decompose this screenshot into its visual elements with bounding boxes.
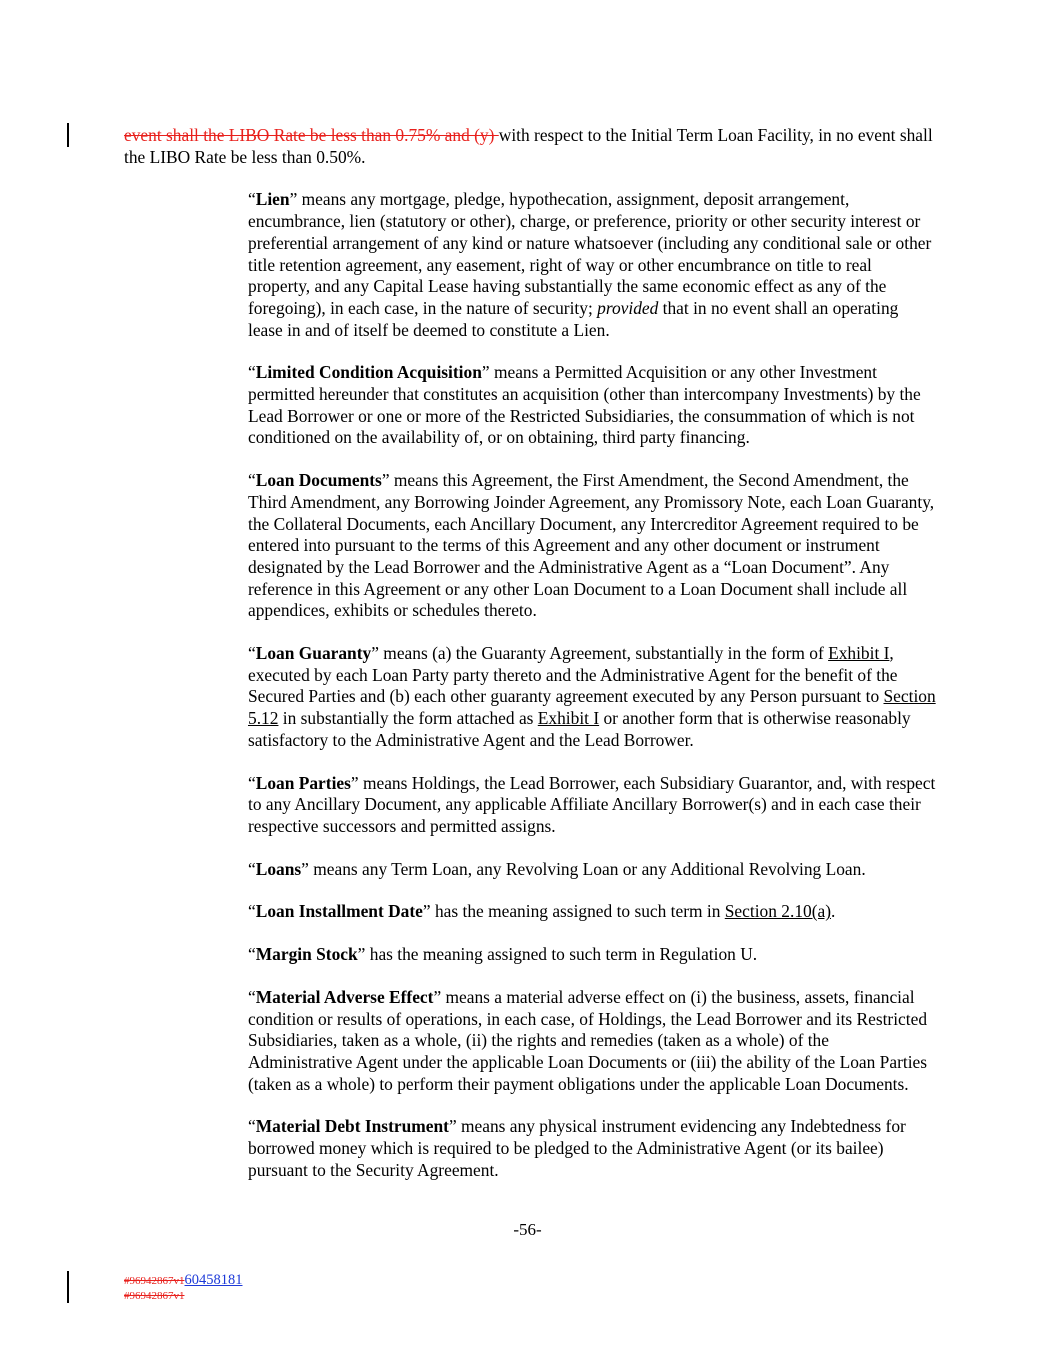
definition-margin-stock: “Margin Stock” has the meaning assigned to such term in Regulation U. <box>248 944 758 965</box>
exhibit-i-reference: Exhibit I <box>828 643 890 664</box>
document-id-footer <box>124 1273 243 1304</box>
definition-limited-condition-acquisition: “Limited Condition Acquisition” means a Permitted Acquisition or any other Investment permitted hereunder that constitutes an acquisition (other than intercompany Investments) by the Lead Borrower or one or more of the Restricted Subsidiaries, the consummation of which is not conditioned on the availability of, or on obtaining, third party financing. <box>248 362 921 448</box>
definition-loan-parties: “Loan Parties” means Holdings, the Lead Borrower, each Subsidiary Guarantor, and, with respect to any Ancillary Document, any applicable Affiliate Ancillary Borrower(s) and in each case their respective successors and permitted assigns. <box>248 772 936 836</box>
exhibit-i-reference-2: Exhibit I <box>537 708 600 729</box>
definition-material-adverse-effect: “Material Adverse Effect” means a material adverse effect on (i) the business, assets, financial condition or results of operations, in each case, of Holdings, the Lead Borrower and its Restricted Subsidiaries, taken as a whole, (ii) the rights and remedies (taken as a whole) of the Administrative Agent under the applicable Loan Documents or (iii) the ability of the Loan Parties (taken as a whole) to perform their payment obligations under the applicable Loan Documents. <box>248 986 928 1094</box>
definition-loan-installment-date: “Loan Installment Date” has the meaning assigned to such term in Section 2.10(a). <box>248 901 836 922</box>
definition-loans: “Loans” means any Term Loan, any Revolving Loan or any Additional Revolving Loan. <box>248 858 866 879</box>
section-2-10-a-reference: Section 2.10(a) <box>724 901 832 922</box>
definition-lien: “Lien” means any mortgage, pledge, hypothecation, assignment, deposit arrangement, encumbrance, lien (statutory or other), charge, or preference, priority or other security interest or preferential arrangement of any kind or nature whatsoever (including any conditional sale or other title retention agreement, any easement, right of way or other encumbrance on title to real property, and any Capital Lease having substantially the same economic effect as any of the foregoing), in each case, in the nature of security; provided that in no event shall an operating lease in and of itself be deemed to constitute a Lien. <box>248 189 932 340</box>
definition-loan-documents: “Loan Documents” means this Agreement, the First Amendment, the Second Amendment, the Third Amendment, any Borrowing Joinder Agreement, any Promissory Note, each Loan Guaranty, the Collateral Documents, each Ancillary Document, any Intercreditor Agreement required to be entered into pursuant to the terms of this Agreement and any other document or instrument designated by the Lead Borrower and the Administrative Agent as a “Loan Document”. Any reference in this Agreement or any other Loan Document to a Loan Document shall include all appendices, exhibits or schedules thereto. <box>248 470 935 621</box>
deleted-doc-id: #96942867v1 <box>124 1275 185 1287</box>
change-bar-top <box>67 123 69 147</box>
page-number: -56- <box>513 1220 542 1239</box>
deleted-doc-id-2: #96942867v1 <box>124 1290 185 1302</box>
change-bar-footer <box>67 1271 69 1303</box>
inserted-doc-id: 60458181 <box>184 1272 243 1288</box>
section-5-12-reference: Section 5.12 <box>248 686 936 729</box>
paragraph-libo-continuation: event shall the LIBO Rate be less than 0.75% and (y) with respect to the Initial Term Loan Facility, in no event shall the LIBO Rate be less than 0.50%. <box>124 125 933 167</box>
definitions-text <box>124 125 936 1181</box>
term-lien: Lien <box>255 189 290 210</box>
definition-material-debt-instrument: “Material Debt Instrument” means any physical instrument evidencing any Indebtedness for borrowed money which is required to be pledged to the Administrative Agent (or its bailee) pursuant to the Security Agreement. <box>248 1116 906 1180</box>
deleted-text: event shall the LIBO Rate be less than 0.75% and (y) <box>124 125 499 145</box>
definition-loan-guaranty: “Loan Guaranty” means (a) the Guaranty Agreement, substantially in the form of Exhibit I, executed by each Loan Party party thereto and the Administrative Agent for the benefit of the Secured Parties and (b) each other guaranty agreement executed by any Person pursuant to Section 5.12 in substantially the form attached as Exhibit I or another form that is otherwise reasonably satisfactory to the Administrative Agent and the Lead Borrower. <box>248 643 936 750</box>
